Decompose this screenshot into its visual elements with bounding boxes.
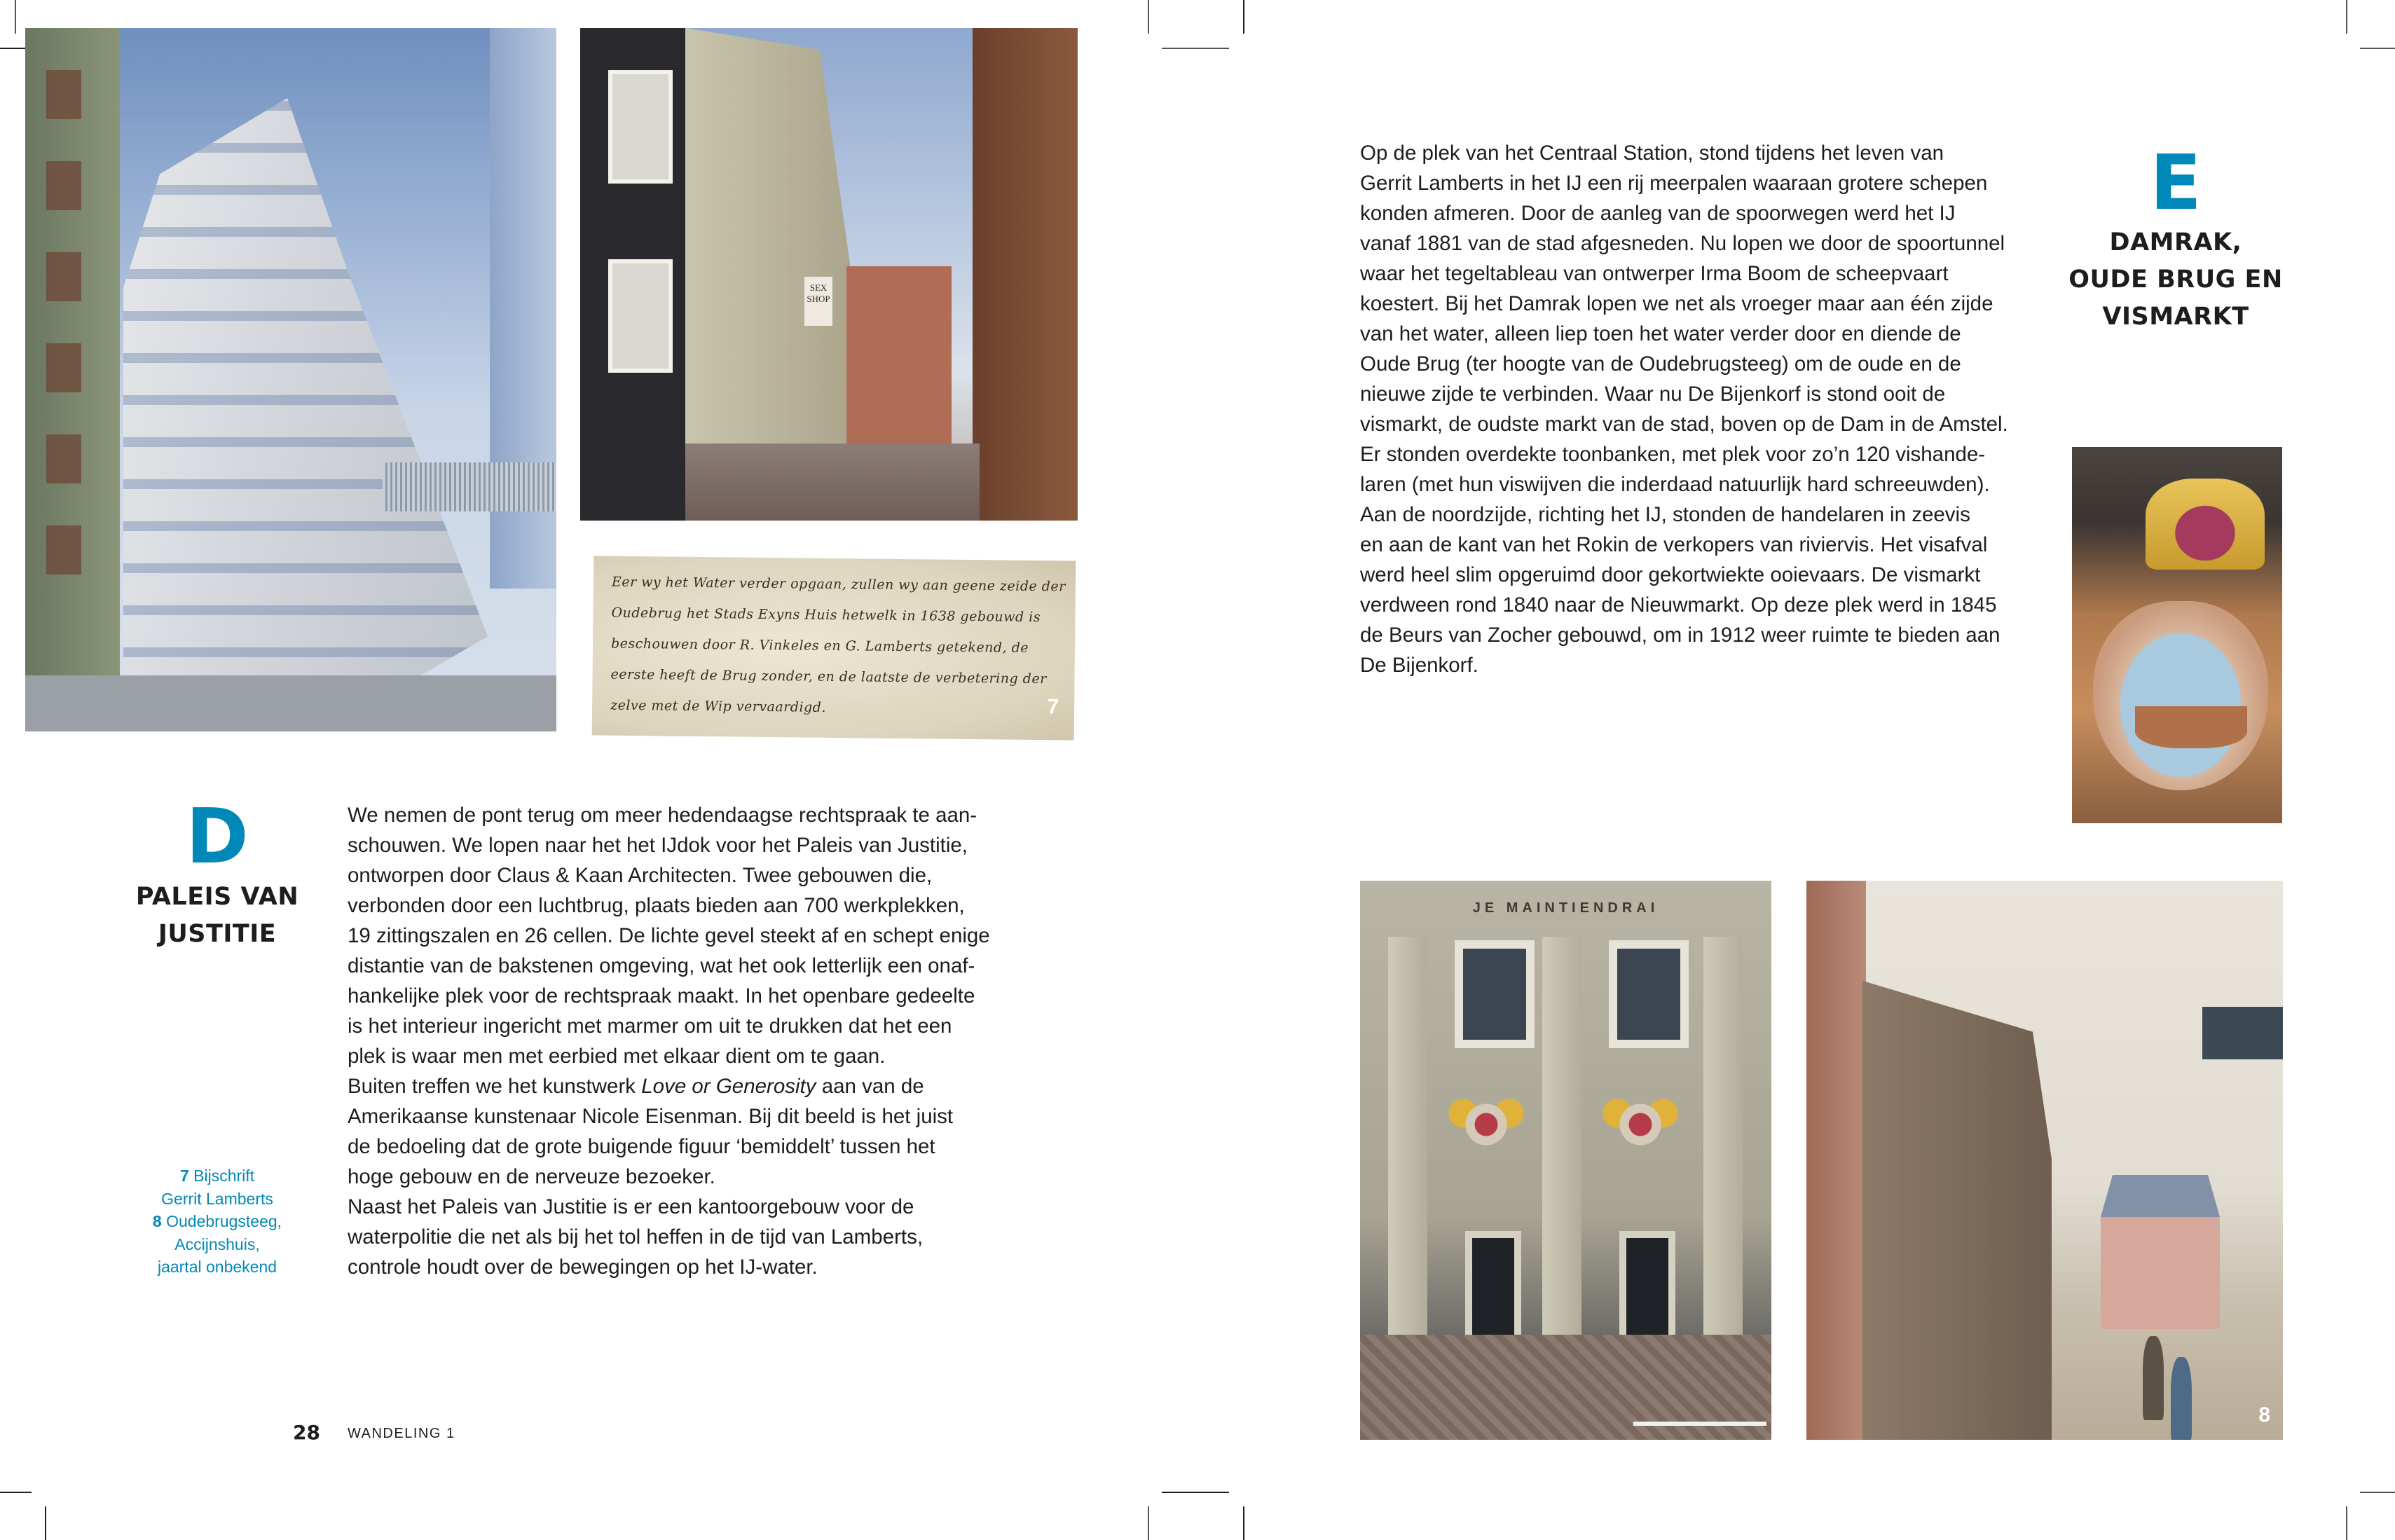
photo-element-shield [2093,601,2268,790]
photo-element-brick-building [846,266,952,448]
photo-captions [126,1164,308,1279]
photo-element-crown [2146,479,2265,570]
handwriting-line: beschouwen door R. Vinkeles en G. Lamberts getekend, de [610,635,1029,656]
photo-element-column [1388,937,1427,1343]
crop-mark [1243,1506,1244,1540]
crop-mark [1162,1492,1229,1493]
body-line: ontworpen door Claus & Kaan Architecten. Twee gebouwen die, [348,864,933,887]
handwriting-line: Eer wy het Water verder opgaan, zullen wy aan geene zeide der [611,574,1066,595]
body-line: Er stonden overdekte toonbanken, met plek voor zo’n 120 vishande- [1360,443,1986,466]
caption-number: 8 [152,1212,162,1230]
crop-mark [45,1506,46,1540]
caption-line: Bijschrift [193,1167,255,1185]
section-title [2060,224,2291,336]
body-line: schouwen. We lopen naar het het IJdok voor het Paleis van Justitie, [348,834,968,857]
crop-mark [2346,0,2347,34]
photo-oudebrugsteeg-street [580,28,1078,521]
body-line: koestert. Bij het Damrak lopen we net als vroeger maar aan één zijde [1360,292,1993,315]
crop-mark [1148,0,1149,34]
facade-inscription: JE MAINTIENDRAI [1472,900,1659,916]
photo-element-street [685,444,980,521]
photo-element-road-marking [1633,1422,1766,1426]
body-line: is het interieur ingericht met marmer om uit te drukken dat het een [348,1015,952,1038]
photo-element-green-building [25,28,120,731]
photo-element-dark-house [580,28,685,521]
body-line: distantie van de bakstenen omgeving, wat het ook letterlijk een onaf- [348,954,975,977]
body-line: nieuwe zijde te verbinden. Waar nu De Bijenkorf is stond ooit de [1360,383,1946,406]
section-title-line: DAMRAK, [2109,228,2242,256]
caption-number: 7 [179,1167,189,1185]
photo-element-skybridge [383,462,556,511]
section-letter: D [186,793,249,881]
artwork-title: Love or Generosity [641,1075,816,1098]
page-number: 28 [293,1421,320,1444]
photo-element-figure [2171,1357,2192,1440]
section-title-line: OUDE BRUG EN [2068,266,2283,294]
crop-mark [1162,48,1229,49]
crop-mark [2360,1492,2395,1493]
photo-element-hanging-sign [2202,1007,2283,1059]
body-line: 19 zittingszalen en 26 cellen. De lichte gevel steekt af en schept enige [348,924,990,947]
body-line: vismarkt, de oudste markt van de stad, boven op de Dam in de Amstel. [1360,413,2008,436]
photo-number: 7 [1047,695,1059,719]
body-line: konden afmeren. Door de aanleg van de spoorwegen werd het IJ [1360,202,1956,225]
body-fragment: Buiten treffen we het kunstwerk [348,1075,642,1098]
body-line: controle houdt over de bewegingen op het IJ-water. [348,1256,818,1279]
crop-mark [2346,1506,2347,1540]
photo-element-ship [2135,706,2247,748]
crop-mark [15,0,16,34]
photo-element-ground [25,675,556,731]
photo-element-accijnshuis [1862,930,2052,1440]
caption-line: Accijnshuis, [174,1235,260,1253]
body-line: van het water, alleen liep toen het water verder door en diende de [1360,322,1961,345]
body-line: en aan de kant van het Rokin de verkopers van riviervis. Het visafval [1360,533,1988,556]
photo-element-column [1703,937,1743,1343]
photo-element-roof [2101,1175,2220,1217]
body-line: Aan de noordzijde, richting het IJ, stonden de handelaren in zeevis [1360,503,1970,526]
section-title-line: PALEIS VAN [135,883,299,911]
photo-element-pink-house [2101,1217,2220,1329]
body-line: werd heel slim opgeruimd door gekortwiekte ooievaars. De vismarkt [1360,563,1981,586]
caption-8 [126,1210,308,1233]
body-line: de bedoeling dat de grote buigende figuur ‘bemiddelt’ tussen het [348,1135,935,1158]
photo-oudebrugsteeg-painting [1806,881,2283,1440]
body-line: de Beurs van Zocher gebouwd, om in 1912 weer ruimte te bieden aan [1360,624,2001,647]
caption-line: Gerrit Lamberts [161,1189,273,1208]
body-line: laren (met hun viswijven die inderdaad natuurlijk hard schreeuwden). [1360,473,1990,496]
body-line: Op de plek van het Centraal Station, stond tijdens het leven van [1360,142,1944,165]
photo-element-figure [2143,1336,2164,1420]
photo-paleis-van-justitie [25,28,556,731]
body-line: Oude Brug (ter hoogte van de Oudebrugsteeg) om de oude en de [1360,352,1961,376]
photo-element-accijnshuis-facade [685,28,853,462]
photo-element-tower-windows [123,98,488,731]
body-line: De Bijenkorf. [1360,654,1478,677]
body-line: We nemen de pont terug om meer hedendaagse rechtspraak te aan- [348,804,977,827]
handwriting-line: Oudebrug het Stads Exyns Huis hetwelk in 1638 gebouwd is [611,605,1041,626]
body-line: Amerikaanse kunstenaar Nicole Eisenman. Bij dit beeld is het juist [348,1105,954,1128]
photo-element-column [1542,937,1581,1343]
photo-element-brick-wall [1806,881,1866,1440]
crop-mark [0,1492,32,1493]
body-line: waterpolitie die net als bij het tol heffen in de tijd van Lamberts, [348,1225,924,1249]
body-line: verdween rond 1840 naar de Nieuwmarkt. Op deze plek werd in 1845 [1360,593,1997,617]
photo-element-window [1455,940,1535,1048]
body-line: hankelijke plek voor de rechtspraak maakt. In het openbare gedeelte [348,984,975,1008]
body-line: waar het tegeltableau van ontwerper Irma Boom de scheepvaart [1360,262,1949,285]
handwriting-line: zelve met de Wip vervaardigd. [610,697,827,715]
handwriting-line: eerste heeft de Brug zonder, en de laatste de verbetering der [610,666,1047,687]
photo-element-window [1609,940,1689,1048]
photo-element-crest [1448,1091,1525,1147]
caption-line: Oudebrugsteeg, [166,1212,282,1230]
photo-element-crest [1602,1091,1679,1147]
photo-number: 8 [2258,1403,2270,1426]
photo-element-right-house [973,28,1078,521]
photo-element-shop-sign: SEX SHOP [804,277,832,326]
crop-mark [1243,0,1244,34]
photo-handwritten-caption [592,556,1076,740]
body-line: Gerrit Lamberts in het IJ een rij meerpalen waaraan grotere schepen [1360,172,1988,195]
section-title-line: JUSTITIE [158,920,277,948]
section-letter: E [2150,139,2202,227]
body-fragment: aan van de [816,1075,924,1098]
crop-mark [2360,48,2395,49]
body-line: vanaf 1881 van de stad afgesneden. Nu lopen we door de spoortunnel [1360,232,2005,255]
body-line: Naast het Paleis van Justitie is er een kantoorgebouw voor de [348,1195,914,1218]
body-line: plek is waar men met eerbied met elkaar dient om te gaan. [348,1045,886,1068]
body-line: verbonden door een luchtbrug, plaats bieden aan 700 werkplekken, [348,894,965,917]
body-text-paleis-van-justitie [348,800,990,1282]
photo-accijnshuis-facade [1360,881,1771,1440]
body-text-damrak [1360,138,2008,680]
section-title-line: VISMARKT [2102,303,2249,331]
section-title [105,879,329,953]
running-head: WANDELING 1 [348,1426,455,1441]
caption-line: jaartal onbekend [157,1258,277,1276]
body-line-with-artwork-title [348,1071,990,1101]
body-line: hoge gebouw en de nerveuze bezoeker. [348,1165,715,1188]
photo-coat-of-arms-detail [2072,447,2282,823]
crop-mark [1148,1506,1149,1540]
caption-7 [126,1164,308,1188]
